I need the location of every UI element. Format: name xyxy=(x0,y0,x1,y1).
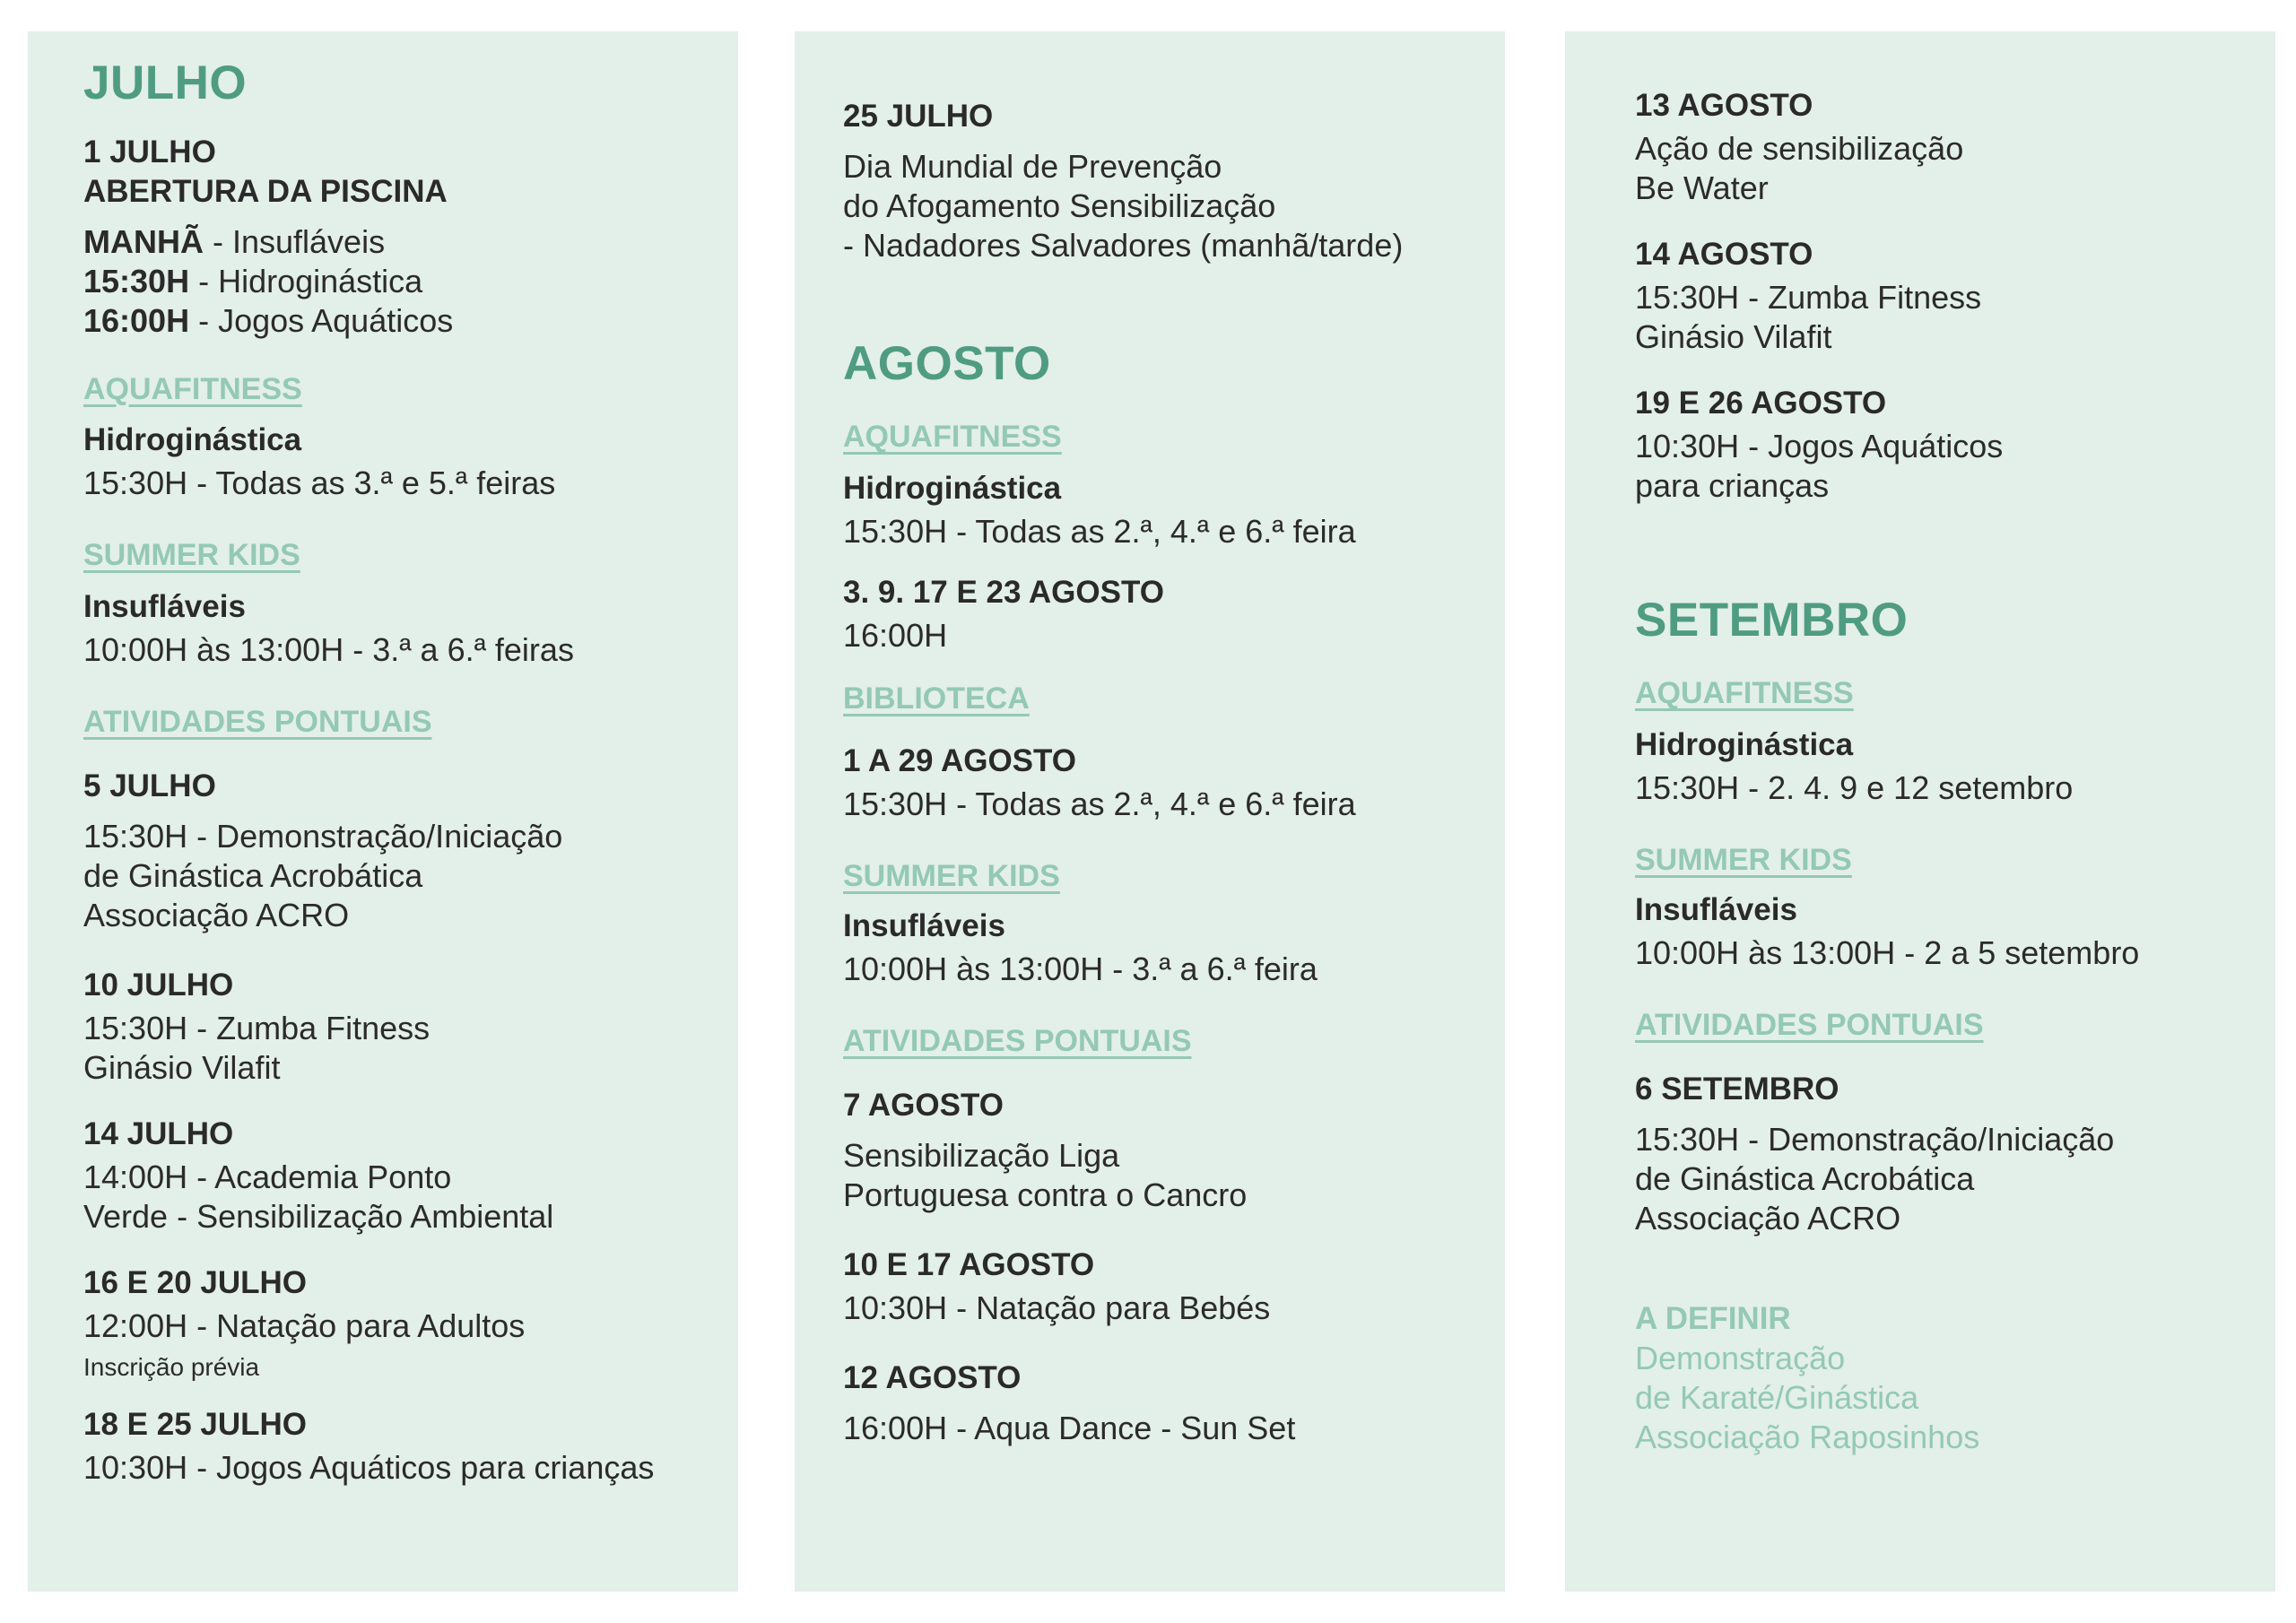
event-date: 3. 9. 17 E 23 AGOSTO xyxy=(843,575,1164,611)
activity-title: Insufláveis xyxy=(83,589,246,625)
event-date: 25 JULHO xyxy=(843,99,994,134)
event-date: 14 JULHO xyxy=(83,1115,234,1151)
column-setembro xyxy=(1565,31,2275,1592)
event-line: Portuguesa contra o Cancro xyxy=(843,1176,1248,1213)
section-aquafitness: AQUAFITNESS xyxy=(843,420,1062,455)
event-line: 15:30H - Zumba Fitness xyxy=(83,1010,430,1047)
event-line: Ginásio Vilafit xyxy=(83,1048,281,1086)
event-date: 1 JULHO xyxy=(83,134,216,169)
section-summer-kids: SUMMER KIDS xyxy=(83,538,300,573)
a-definir-line: Associação Raposinhos xyxy=(1635,1418,1980,1455)
event-line: 10:30H - Jogos Aquáticos para crianças xyxy=(83,1448,655,1486)
section-summer-kids: SUMMER KIDS xyxy=(1635,843,1852,878)
event-date: 10 E 17 AGOSTO xyxy=(843,1246,1095,1282)
event-line: 15:30H - Demonstração/Iniciação xyxy=(1635,1121,2115,1159)
activity-time: 10:00H às 13:00H - 3.ª a 6.ª feira xyxy=(843,950,1318,988)
event-date: 14 AGOSTO xyxy=(1635,236,1813,272)
activity-time: 15:30H - Todas as 3.ª e 5.ª feiras xyxy=(83,464,556,502)
activity-time: 10:00H às 13:00H - 2 a 5 setembro xyxy=(1635,934,2140,972)
activity-title: Insufláveis xyxy=(843,908,1005,944)
activity-title: Hidroginástica xyxy=(83,422,302,458)
event-date: 6 SETEMBRO xyxy=(1635,1071,1839,1107)
a-definir-title: A DEFINIR xyxy=(1635,1300,1791,1336)
event-line: 15:30H - Zumba Fitness xyxy=(1635,279,1982,316)
section-aquafitness: AQUAFITNESS xyxy=(83,371,302,406)
section-aquafitness: AQUAFITNESS xyxy=(1635,676,1854,711)
section-atividades-pontuais: ATIVIDADES PONTUAIS xyxy=(843,1024,1192,1059)
event-line: 12:00H - Natação para Adultos xyxy=(83,1306,526,1344)
activity-title: Insufláveis xyxy=(1635,892,1797,928)
event-line: Sensibilização Liga xyxy=(843,1137,1120,1175)
activity-time: 15:30H - 2. 4. 9 e 12 setembro xyxy=(1635,769,2074,807)
a-definir-line: de Karaté/Ginástica xyxy=(1635,1378,1919,1416)
event-details xyxy=(843,1136,1505,1215)
activity-time: 10:00H às 13:00H - 3.ª a 6.ª feiras xyxy=(83,631,574,669)
event-date: 12 AGOSTO xyxy=(843,1359,1022,1395)
event-line: Dia Mundial de Prevenção xyxy=(843,148,1222,186)
column-julho xyxy=(28,31,738,1592)
event-date: 7 AGOSTO xyxy=(843,1087,1004,1123)
event-date: 19 E 26 AGOSTO xyxy=(1635,385,1887,421)
activity-time: 15:30H - Todas as 2.ª, 4.ª e 6.ª feira xyxy=(843,785,1356,823)
event-line: 16:00H - Aqua Dance - Sun Set xyxy=(843,1409,1296,1446)
event-details xyxy=(1635,1120,2275,1238)
event-line: Ação de sensibilização xyxy=(1635,130,1964,168)
schedule-line: 16:00H - Jogos Aquáticos xyxy=(83,301,454,339)
event-line: do Afogamento Sensibilização xyxy=(843,187,1276,224)
event-date: 16 E 20 JULHO xyxy=(83,1264,307,1300)
event-date: 5 JULHO xyxy=(83,768,216,804)
activity-time: 15:30H - Todas as 2.ª, 4.ª e 6.ª feira xyxy=(843,513,1356,551)
event-date: 13 AGOSTO xyxy=(1635,88,1813,123)
event-line: Associação ACRO xyxy=(83,897,350,934)
month-title-setembro: SETEMBRO xyxy=(1635,593,1909,647)
schedule-line: MANHÃ - Insufláveis xyxy=(83,222,386,260)
activity-title: Hidroginástica xyxy=(1635,727,1854,763)
event-date: 10 JULHO xyxy=(83,967,234,1002)
section-biblioteca: BIBLIOTECA xyxy=(843,681,1030,716)
event-line: 15:30H - Demonstração/Iniciação xyxy=(83,818,563,855)
event-line: para crianças xyxy=(1635,466,1830,504)
event-line: 14:00H - Academia Ponto xyxy=(83,1158,452,1195)
activity-time: 16:00H xyxy=(843,617,948,655)
event-title: ABERTURA DA PISCINA xyxy=(83,173,448,209)
event-line: 10:30H - Jogos Aquáticos xyxy=(1635,427,2004,464)
event-abertura xyxy=(83,133,738,212)
event-date: 1 A 29 AGOSTO xyxy=(843,743,1076,779)
section-atividades-pontuais: ATIVIDADES PONTUAIS xyxy=(83,705,432,740)
section-summer-kids: SUMMER KIDS xyxy=(843,859,1060,894)
month-title-julho: JULHO xyxy=(83,56,248,109)
event-line: Ginásio Vilafit xyxy=(1635,317,1832,355)
event-line: de Ginástica Acrobática xyxy=(83,857,423,895)
event-line: 10:30H - Natação para Bebés xyxy=(843,1289,1271,1326)
abertura-schedule xyxy=(83,222,738,341)
activity-title: Hidroginástica xyxy=(843,471,1062,507)
event-line: Verde - Sensibilização Ambiental xyxy=(83,1197,554,1235)
event-line: de Ginástica Acrobática xyxy=(1635,1159,1975,1197)
a-definir-line: Demonstração xyxy=(1635,1339,1846,1376)
event-date: 18 E 25 JULHO xyxy=(83,1406,307,1442)
month-title-agosto: AGOSTO xyxy=(843,336,1051,390)
schedule-line: 15:30H - Hidroginástica xyxy=(83,262,423,299)
event-note: Inscrição prévia xyxy=(83,1352,260,1381)
event-details xyxy=(843,147,1505,265)
event-details xyxy=(83,817,738,935)
section-atividades-pontuais: ATIVIDADES PONTUAIS xyxy=(1635,1008,1984,1043)
event-line: Be Water xyxy=(1635,169,1769,206)
column-agosto xyxy=(795,31,1505,1592)
event-line: - Nadadores Salvadores (manhã/tarde) xyxy=(843,226,1404,264)
event-line: Associação ACRO xyxy=(1635,1199,1901,1237)
